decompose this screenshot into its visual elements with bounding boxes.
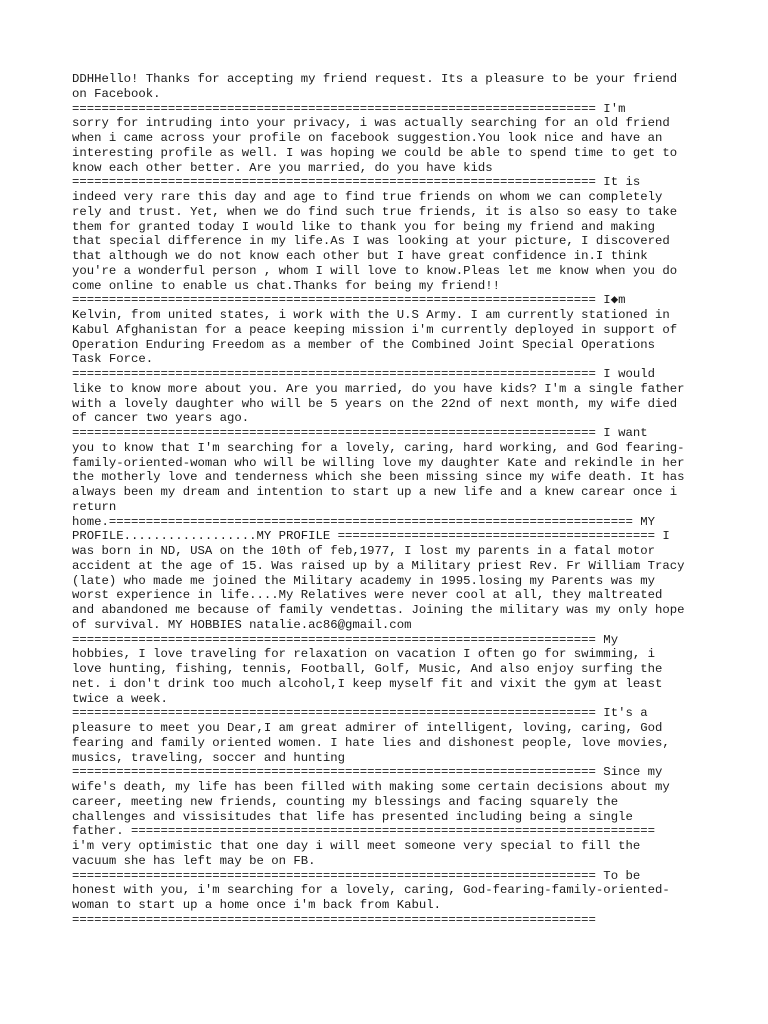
text-line: woman to start up a home once i'm back from Kabul. bbox=[72, 898, 441, 912]
text-line: Task Force. bbox=[72, 352, 154, 367]
text-line: sorry for intruding into your privacy, i was actually searching for an old friend bbox=[72, 116, 670, 131]
text-line: Kabul Afghanistan for a peace keeping mission i'm currently deployed in support of bbox=[72, 322, 678, 337]
text-line: on Facebook. bbox=[72, 86, 161, 101]
text-line: ======================================================================= I would bbox=[72, 367, 655, 381]
text-line: you to know that I'm searching for a lovely, caring, hard working, and God fearing- bbox=[72, 440, 685, 455]
text-line: father. ======================================================================= bbox=[72, 824, 655, 839]
text-line: honest with you, i'm searching for a lovely, caring, God-fearing-family-oriented- bbox=[72, 883, 670, 898]
text-line: and abandoned me because of family vendettas. Joining the military was my only hope bbox=[72, 603, 685, 617]
text-line: i'm very optimistic that one day i will meet someone very special to fill the bbox=[72, 839, 641, 853]
text-line: fearing and family oriented women. I hate lies and dishonest people, love movies, bbox=[72, 735, 670, 750]
text-line: career, meeting new friends, counting my blessings and facing squarely the bbox=[72, 794, 619, 809]
text-line: of cancer two years ago. bbox=[72, 411, 250, 426]
text-line: home.======================================================================= MY bbox=[72, 514, 655, 529]
text-line: that special difference in my life.As I was looking at your picture, I discovered bbox=[72, 234, 670, 249]
text-line: with a lovely daughter who will be 5 years on the 22nd of next month, my wife died bbox=[72, 396, 678, 411]
text-line: rely and trust. Yet, when we do find such true friends, it is also so easy to take bbox=[72, 204, 678, 219]
text-line: when i came across your profile on facebook suggestion.You look nice and have an bbox=[72, 131, 663, 145]
text-line: was born in ND, USA on the 10th of feb,1977, I lost my parents in a fatal motor bbox=[72, 544, 655, 558]
text-line: always been my dream and intention to start up a new life and a knew carear once i bbox=[72, 485, 678, 499]
text-line: worst experience in life....My Relatives were never cool at all, they maltreated bbox=[72, 588, 663, 603]
text-line: the motherly love and tenderness which she been missing since my wife death. It has bbox=[72, 470, 685, 485]
text-line: ======================================================================= I◆m bbox=[72, 293, 626, 308]
text-line: wife's death, my life has been filled with making some certain decisions about my bbox=[72, 780, 670, 794]
text-line: ======================================================================= Since my bbox=[72, 765, 663, 780]
text-line: net. i don't drink too much alcohol,I keep myself fit and vixit the gym at least bbox=[72, 676, 663, 691]
text-line: PROFILE..................MY PROFILE =========================================== I bbox=[72, 529, 670, 544]
text-line: return bbox=[72, 499, 117, 514]
text-line: DDHHello! Thanks for accepting my friend request. Its a pleasure to be your friend bbox=[72, 72, 678, 86]
text-line: ======================================================================= My bbox=[72, 632, 619, 647]
text-line: ======================================================================= To be bbox=[72, 868, 641, 883]
text-line: indeed very rare this day and age to find true friends on whom we can completely bbox=[72, 190, 663, 204]
document-body-text bbox=[72, 72, 702, 928]
text-line: ======================================================================= It is bbox=[72, 175, 641, 190]
text-line: pleasure to meet you Dear,I am great admirer of intelligent, loving, caring, God bbox=[72, 721, 663, 735]
text-line: of survival. MY HOBBIES natalie.ac86@gmail.com bbox=[72, 617, 412, 632]
text-line: musics, traveling, soccer and hunting bbox=[72, 750, 346, 765]
text-line: accident at the age of 15. Was raised up by a Military priest Rev. Fr William Tracy bbox=[72, 558, 685, 573]
text-line: you're a wonderful person , whom I will love to know.Pleas let me know when you do bbox=[72, 263, 678, 278]
text-line: them for granted today I would like to thank you for being my friend and making bbox=[72, 219, 655, 234]
text-line: Operation Enduring Freedom as a member of the Combined Joint Special Operations bbox=[72, 337, 655, 352]
text-line: challenges and vissisitudes that life has presented including being a single bbox=[72, 809, 633, 824]
text-line: know each other better. Are you married, do you have kids bbox=[72, 160, 493, 175]
text-line: ======================================================================= I'm bbox=[72, 101, 626, 116]
text-line: ======================================================================= I want bbox=[72, 426, 648, 440]
text-line: love hunting, fishing, tennis, Football, Golf, Music, And also enjoy surfing the bbox=[72, 662, 663, 676]
text-line: twice a week. bbox=[72, 691, 168, 706]
text-line: like to know more about you. Are you married, do you have kids? I'm a single father bbox=[72, 381, 685, 396]
text-line: family-oriented-woman who will be willing love my daughter Kate and rekindle in her bbox=[72, 455, 685, 470]
text-line: come online to enable us chat.Thanks for being my friend!! bbox=[72, 278, 501, 293]
text-line: that although we do not know each other but I have great confidence in.I think bbox=[72, 249, 648, 263]
text-line: vacuum she has left may be on FB. bbox=[72, 853, 316, 868]
text-line: (late) who made me joined the Military academy in 1995.losing my Parents was my bbox=[72, 573, 655, 588]
text-line: ======================================================================= bbox=[72, 912, 596, 927]
text-line: hobbies, I love traveling for relaxation on vacation I often go for swimming, i bbox=[72, 647, 655, 662]
text-line: interesting profile as well. I was hoping we could be able to spend time to get to bbox=[72, 145, 678, 160]
text-line: ======================================================================= It's a bbox=[72, 706, 648, 721]
text-line: Kelvin, from united states, i work with the U.S Army. I am currently stationed in bbox=[72, 308, 670, 322]
